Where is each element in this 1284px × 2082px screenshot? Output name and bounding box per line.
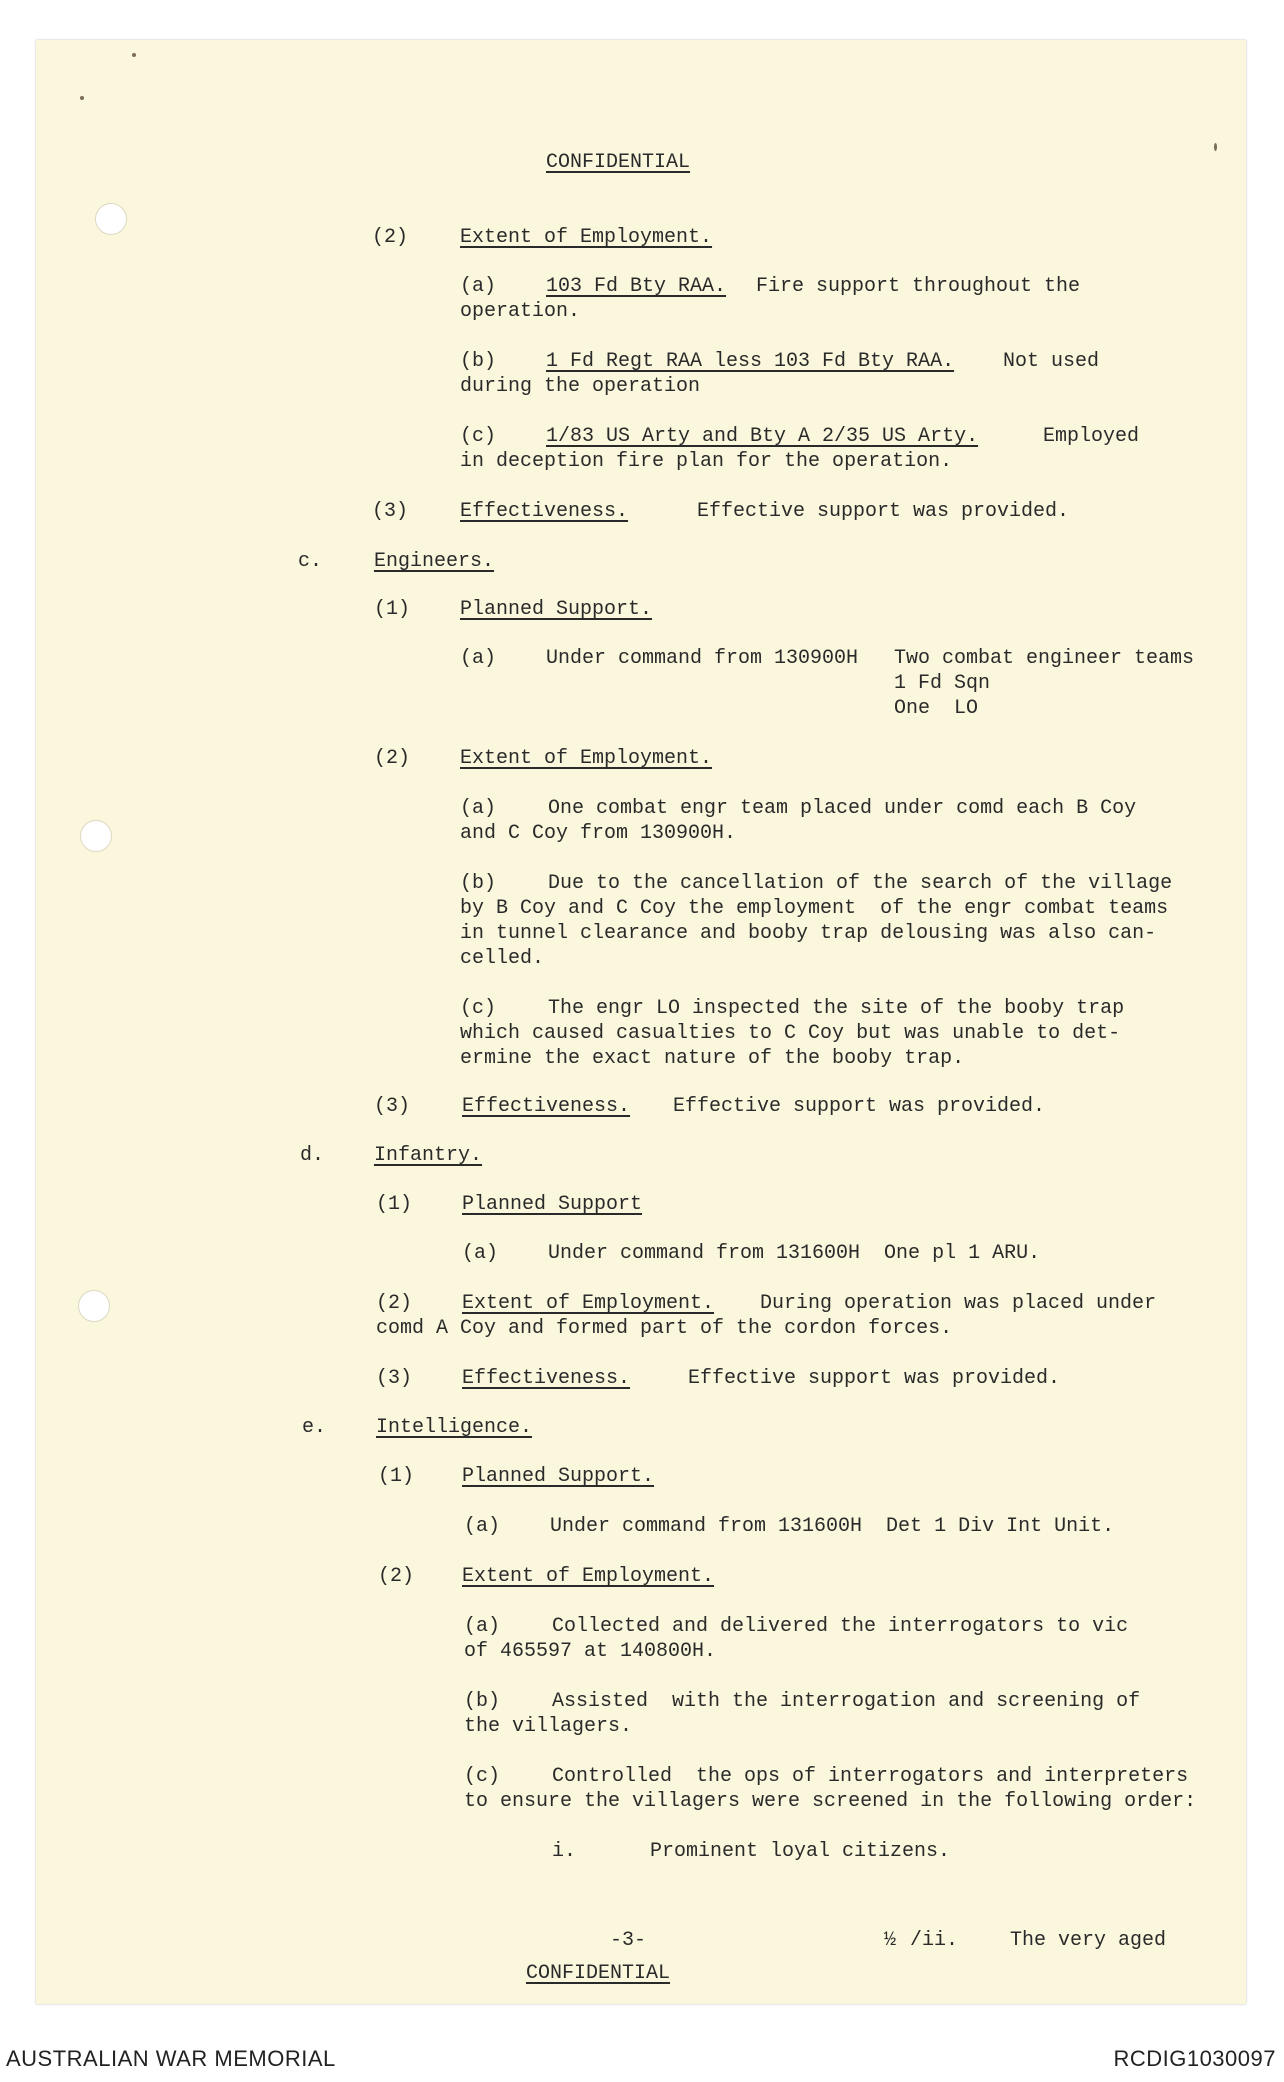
continuation-marker: /ii. bbox=[910, 1929, 959, 1952]
paragraph-text: celled. bbox=[460, 947, 545, 970]
section-heading: Planned Support. bbox=[462, 1465, 655, 1488]
section-heading: Effectiveness. bbox=[462, 1367, 631, 1390]
section-heading: Extent of Employment. bbox=[462, 1565, 715, 1588]
section-heading: Engineers. bbox=[374, 550, 495, 573]
paragraph-text: Not used bbox=[1003, 350, 1100, 373]
paragraph-text: The engr LO inspected the site of the booby trap bbox=[548, 997, 1125, 1020]
section-heading: Planned Support bbox=[462, 1193, 643, 1216]
paragraph-text: Collected and delivered the interrogators to vic bbox=[552, 1615, 1129, 1638]
section-heading: Extent of Employment. bbox=[460, 226, 713, 249]
paragraph-text: comd A Coy and formed part of the cordon forces. bbox=[376, 1317, 953, 1340]
sub-item-label: (b) bbox=[460, 872, 497, 895]
paragraph-text: to ensure the villagers were screened in the following order: bbox=[464, 1790, 1197, 1813]
section-heading: Intelligence. bbox=[376, 1416, 533, 1439]
paragraph-text: operation. bbox=[460, 300, 581, 323]
paragraph-text: Employed bbox=[1043, 425, 1140, 448]
punch-hole-bottom bbox=[78, 1290, 110, 1322]
continuation-fraction: ½ bbox=[884, 1929, 897, 1952]
paragraph-text: 1 Fd Sqn bbox=[894, 672, 991, 695]
item-number: (2) bbox=[374, 747, 411, 770]
sub-item-label: (c) bbox=[464, 1765, 501, 1788]
paragraph-text: One combat engr team placed under comd each B Coy bbox=[548, 797, 1137, 820]
sub-item-label: (c) bbox=[460, 997, 497, 1020]
item-number: (2) bbox=[372, 226, 409, 249]
paragraph-text: Under command from 131600H One pl 1 ARU. bbox=[548, 1242, 1041, 1265]
punch-hole-top bbox=[95, 203, 127, 235]
confidential-footer: CONFIDENTIAL bbox=[526, 1962, 671, 1985]
sub-item-label: (a) bbox=[464, 1615, 501, 1638]
paragraph-text: ermine the exact nature of the booby trap. bbox=[460, 1047, 965, 1070]
ink-speck bbox=[1214, 143, 1217, 151]
section-heading: Extent of Employment. bbox=[460, 747, 713, 770]
punch-hole-middle bbox=[80, 820, 112, 852]
sub-item-label: (c) bbox=[460, 425, 497, 448]
unit-name: 1/83 US Arty and Bty A 2/35 US Arty. bbox=[546, 425, 979, 448]
sub-item-label: (a) bbox=[462, 1242, 499, 1265]
sub-item-label: (a) bbox=[460, 275, 497, 298]
paragraph-text: of 465597 at 140800H. bbox=[464, 1640, 717, 1663]
item-number: (3) bbox=[376, 1367, 413, 1390]
paragraph-text: Assisted with the interrogation and screening of bbox=[552, 1690, 1141, 1713]
paragraph-text: Under command from 131600H Det 1 Div Int Unit. bbox=[550, 1515, 1115, 1538]
section-letter: c. bbox=[298, 550, 323, 573]
paragraph-text: Fire support throughout the bbox=[756, 275, 1081, 298]
paragraph-text: Two combat engineer teams bbox=[894, 647, 1195, 670]
paragraph-text: Effective support was provided. bbox=[697, 500, 1070, 523]
item-number: (2) bbox=[378, 1565, 415, 1588]
paragraph-text: which caused casualties to C Coy but was unable to det- bbox=[460, 1022, 1121, 1045]
paragraph-text: Controlled the ops of interrogators and interpreters bbox=[552, 1765, 1189, 1788]
paragraph-text: One LO bbox=[894, 697, 979, 720]
confidential-header: CONFIDENTIAL bbox=[546, 151, 691, 174]
sub-item-label: (a) bbox=[460, 797, 497, 820]
section-heading: Effectiveness. bbox=[462, 1095, 631, 1118]
paragraph-text: the villagers. bbox=[464, 1715, 633, 1738]
item-number: (1) bbox=[374, 598, 411, 621]
paragraph-text: Under command from 130900H bbox=[546, 647, 859, 670]
item-number: (1) bbox=[376, 1193, 413, 1216]
paragraph-text: Due to the cancellation of the search of the village bbox=[548, 872, 1173, 895]
paragraph-text: in tunnel clearance and booby trap delousing was also can- bbox=[460, 922, 1157, 945]
paragraph-text: by B Coy and C Coy the employment of the engr combat teams bbox=[460, 897, 1169, 920]
page-number: -3- bbox=[610, 1929, 647, 1952]
paragraph-text: Effective support was provided. bbox=[688, 1367, 1061, 1390]
paragraph-text: During operation was placed under bbox=[760, 1292, 1157, 1315]
paragraph-text: Prominent loyal citizens. bbox=[650, 1840, 951, 1863]
section-letter: d. bbox=[300, 1144, 325, 1167]
sub-item-label: i. bbox=[552, 1840, 577, 1863]
section-heading: Effectiveness. bbox=[460, 500, 629, 523]
paragraph-text: and C Coy from 130900H. bbox=[460, 822, 737, 845]
unit-name: 1 Fd Regt RAA less 103 Fd Bty RAA. bbox=[546, 350, 955, 373]
section-heading: Extent of Employment. bbox=[462, 1292, 715, 1315]
item-number: (3) bbox=[374, 1095, 411, 1118]
section-letter: e. bbox=[302, 1416, 327, 1439]
unit-name: 103 Fd Bty RAA. bbox=[546, 275, 727, 298]
item-number: (1) bbox=[378, 1465, 415, 1488]
paragraph-text: during the operation bbox=[460, 375, 701, 398]
paragraph-text: in deception fire plan for the operation. bbox=[460, 450, 953, 473]
continuation-text: The very aged bbox=[1010, 1929, 1167, 1952]
archive-reference: RCDIG1030097 bbox=[1113, 2046, 1276, 2071]
ink-speck bbox=[132, 53, 136, 57]
sub-item-label: (b) bbox=[460, 350, 497, 373]
sub-item-label: (a) bbox=[460, 647, 497, 670]
sub-item-label: (b) bbox=[464, 1690, 501, 1713]
section-heading: Infantry. bbox=[374, 1144, 483, 1167]
ink-speck bbox=[80, 96, 84, 100]
paragraph-text: Effective support was provided. bbox=[673, 1095, 1046, 1118]
sub-item-label: (a) bbox=[464, 1515, 501, 1538]
archive-credit: AUSTRALIAN WAR MEMORIAL bbox=[6, 2046, 336, 2071]
item-number: (3) bbox=[372, 500, 409, 523]
item-number: (2) bbox=[376, 1292, 413, 1315]
section-heading: Planned Support. bbox=[460, 598, 653, 621]
